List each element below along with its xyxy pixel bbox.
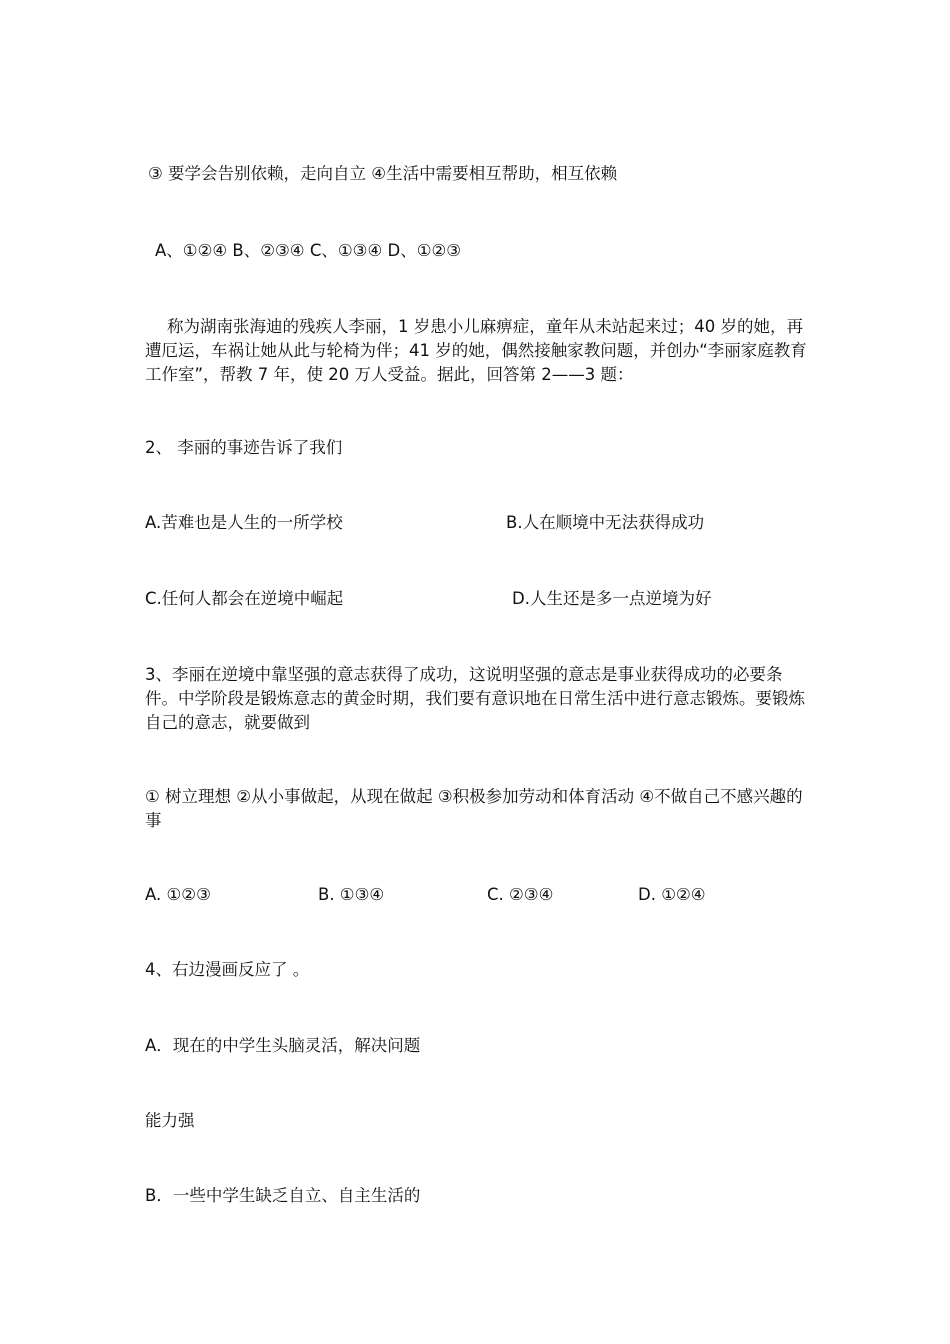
q4-option-a-line2: 能力强 bbox=[145, 1111, 195, 1130]
q4-option-a-line1: A．现在的中学生头脑灵活，解决问题 bbox=[145, 1036, 421, 1055]
q4-option-b-line1: B．一些中学生缺乏自立、自主生活的 bbox=[145, 1186, 421, 1205]
q3-option-c: C. ②③④ bbox=[487, 885, 554, 904]
q2-option-a: A.苦难也是人生的一所学校 bbox=[145, 513, 343, 532]
q2-option-b: B.人在顺境中无法获得成功 bbox=[506, 513, 705, 532]
q3-statements: ① 树立理想 ②从小事做起，从现在做起 ③积极参加劳动和体育活动 ④不做自己不感兴趣的事 bbox=[145, 787, 803, 830]
passage-paragraph: 称为湖南张海迪的残疾人李丽，1 岁患小儿麻痹症，童年从未站起来过；40 岁的她，再遭厄运，车祸让她从此与轮椅为伴；41 岁的她，偶然接触家教问题，并创办“李丽家庭教育工作室”，帮教 7 年，使 20 万人受益。据此，回答第 2——3 题： bbox=[145, 317, 807, 384]
q3-option-d: D. ①②④ bbox=[638, 885, 706, 904]
q1-options-line: A、①②④ B、②③④ C、①③④ D、①②③ bbox=[155, 241, 462, 260]
q3-option-b: B. ①③④ bbox=[318, 885, 385, 904]
q3-stem: 3、李丽在逆境中靠坚强的意志获得了成功，这说明坚强的意志是事业获得成功的必要条件。中学阶段是锻炼意志的黄金时期，我们要有意识地在日常生活中进行意志锻炼。要锻炼自己的意志，就要做到 bbox=[145, 665, 805, 732]
q2-option-c: C.任何人都会在逆境中崛起 bbox=[145, 589, 344, 608]
q4-stem: 4、右边漫画反应了 。 bbox=[145, 960, 310, 979]
q3-option-a: A. ①②③ bbox=[145, 885, 211, 904]
q1-statements-line: ③ 要学会告别依赖，走向自立 ④生活中需要相互帮助，相互依赖 bbox=[148, 164, 618, 183]
q2-option-d: D.人生还是多一点逆境为好 bbox=[512, 589, 712, 608]
q2-stem: 2、 李丽的事迹告诉了我们 bbox=[145, 438, 343, 457]
